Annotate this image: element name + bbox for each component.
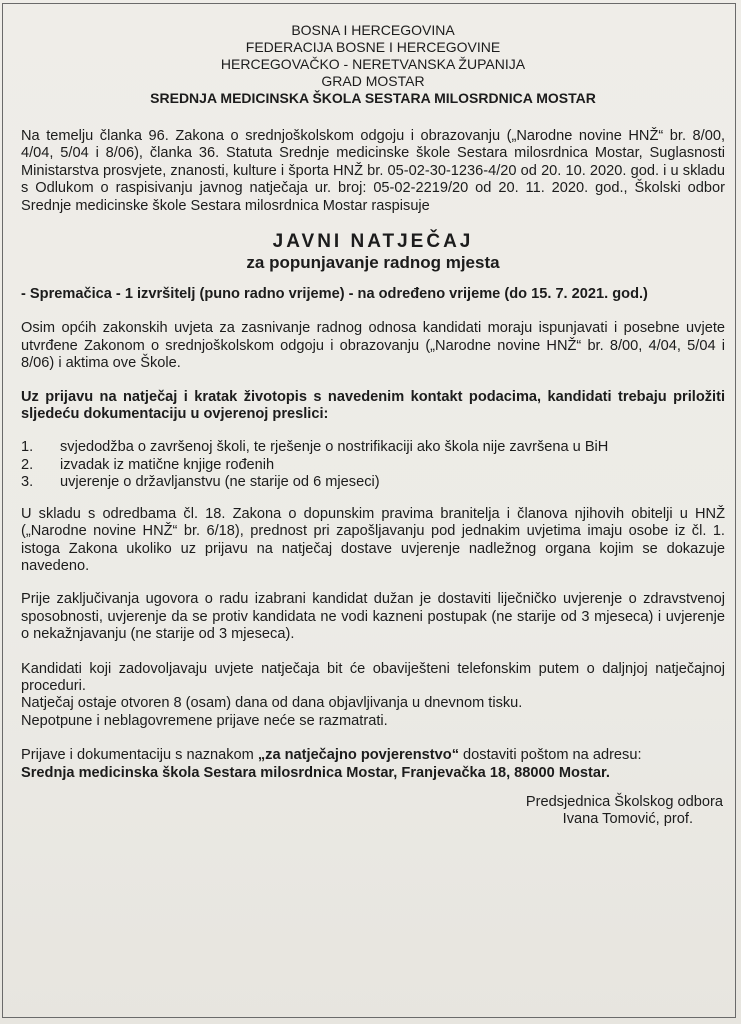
list-item-text: svjedodžba o završenoj školi, te rješenje o nostrifikaciji ako škola nije završena u BiH (60, 439, 609, 456)
list-item (21, 457, 725, 474)
list-item-number: 2. (21, 456, 34, 473)
position-line: - Spremačica - 1 izvršitelj (puno radno vrijeme) - na određeno vrijeme (do 15. 7. 2021. god.) (21, 286, 648, 303)
page-subtitle: za popunjavanje radnog mjesta (246, 253, 500, 273)
documents-heading: Uz prijavu na natječaj i kratak životopis s navedenim kontakt podacima, kandidati trebaju priložiti sljedeću dokumentaciju u ovjerenoj preslici: (21, 388, 725, 423)
notice-block (21, 661, 725, 731)
header-city: GRAD MOSTAR (321, 73, 425, 89)
veterans-paragraph: U skladu s odredbama čl. 18. Zakona o dopunskim pravima branitelja i članova njihovih obitelji u HNŽ („Narodne novine HNŽ“ br. 6/18), prednost pri zapošljavanju pod jednakim uvjetima imaju osobe iz čl. 1. istoga Zakona ukoliko uz prijavu na natječaj dostave uvjerenje nadležnog organa kojim se dokazuje navedeno. (21, 505, 725, 574)
header-canton: HERCEGOVAČKO - NERETVANSKA ŽUPANIJA (220, 56, 526, 72)
submit-text-after: dostaviti poštom na adresu: (459, 747, 642, 764)
notice-line: Natječaj ostaje otvoren 8 (osam) dana od dana objavljivanja u dnevnom tisku. (21, 695, 523, 712)
list-item-number: 3. (21, 474, 34, 491)
submit-address: Srednja medicinska škola Sestara milosrdnica Mostar, Franjevačka 18, 88000 Mostar. (21, 764, 610, 781)
signature-name: Ivana Tomović, prof. (562, 811, 693, 828)
notice-line: Nepotpune i neblagovremene prijave neće se razmatrati. (21, 712, 388, 729)
list-item-text: uvjerenje o državljanstvu (ne starije od 6 mjeseci) (60, 474, 380, 491)
submit-block (21, 747, 725, 782)
job-advert (21, 22, 725, 829)
notice-line: Kandidati koji zadovoljavaju uvjete natječaja bit će obaviješteni telefonskim putem o daljnjoj natječajnoj proceduri. (21, 660, 725, 694)
contract-paragraph: Prije zaključivanja ugovora o radu izabrani kandidat dužan je dostaviti liječničko uvjerenje o zdravstvenoj sposobnosti, uvjerenje da se protiv kandidata ne vodi kazneni postupak (ne starije od 3 mjeseca) i uvjerenje o nekažnjavanju (ne starije od 3 mjeseca). (21, 591, 725, 643)
signature-role: Predsjednica Školskog odbora (525, 793, 723, 810)
documents-list (21, 439, 725, 491)
title-block (21, 231, 725, 272)
header-federation: FEDERACIJA BOSNE I HERCEGOVINE (245, 39, 501, 55)
list-item-number: 1. (21, 439, 34, 456)
signature-block (21, 794, 725, 829)
list-item (21, 439, 725, 456)
general-conditions: Osim općih zakonskih uvjeta za zasnivanje radnog odnosa kandidati moraju ispunjavati i posebne uvjete utvrđene Zakonom o srednjoškolskom odgoju i obrazovanju („Narodne novine HNŽ“ br. 8/00, 4/04, 5/04 i 8/06) i aktima ove Škole. (21, 320, 725, 372)
submit-instructions (21, 747, 725, 764)
intro-paragraph: Na temelju članka 96. Zakona o srednjoškolskom odgoju i obrazovanju („Narodne novine HNŽ“ br. 8/00, 4/04, 5/04 i 8/06), članka 36. Statuta Srednje medicinske škole Sestara milosrdnica Mostar, Suglasnosti Ministarstva prosvjete, znanosti, kulture i športa HNŽ br. 05-02-30-1236-4/20 od 20. 10. 2020. god. i u skladu s Odlukom o raspisivanju javnog natječaja ur. broj: 05-02-2219/20 od 20. 11. 2020. god., Školski odbor Srednje medicinske škole Sestara milosrdnica Mostar raspisuje (21, 128, 725, 214)
submit-text-before: Prijave i dokumentaciju s naznakom (21, 747, 258, 764)
header-school: SREDNJA MEDICINSKA ŠKOLA SESTARA MILOSRDNICA MOSTAR (150, 90, 596, 106)
list-item (21, 474, 725, 491)
submit-marking: „za natječajno povjerenstvo“ (257, 747, 459, 764)
page-title: JAVNI NATJEČAJ (272, 231, 474, 253)
header-country: BOSNA I HERCEGOVINA (291, 22, 455, 38)
header-block (21, 22, 725, 107)
list-item-text: izvadak iz matične knjige rođenih (60, 456, 275, 473)
